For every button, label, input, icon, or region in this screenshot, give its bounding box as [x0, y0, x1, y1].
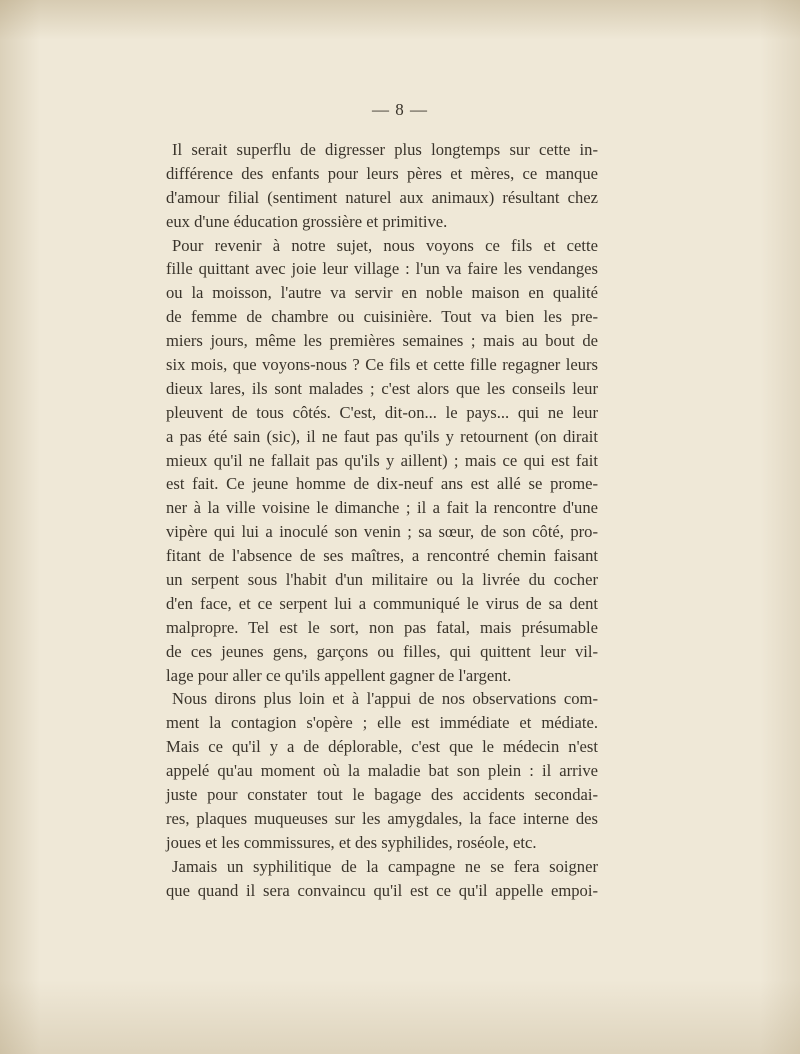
text-line: ner à la ville voisine le dimanche ; il a fait la rencontre d'une — [166, 498, 598, 518]
text-line: joues et les commissures, et des syphilides, roséole, etc. — [166, 832, 537, 852]
text-line: différence des enfants pour leurs pères et mères, ce manque — [166, 163, 598, 183]
text-line: Pour revenir à notre sujet, nous voyons ce fils et cette — [172, 235, 598, 255]
text-line: pleuvent de tous côtés. C'est, dit-on... le pays... qui ne leur — [166, 402, 598, 422]
text-line: appelé qu'au moment où la maladie bat son plein : il arrive — [166, 761, 598, 781]
page-number: — 8 — — [372, 100, 428, 119]
text-line: a pas été sain (sic), il ne faut pas qu'ils y retournent (on dirait — [166, 426, 598, 446]
text-line: est fait. Ce jeune homme de dix-neuf ans est allé se prome- — [166, 474, 598, 494]
text-line: malpropre. Tel est le sort, non pas fatal, mais présumable — [166, 617, 598, 637]
text-line: que quand il sera convaincu qu'il est ce qu'il appelle empoi- — [166, 880, 598, 900]
text-line: Il serait superflu de digresser plus longtemps sur cette in- — [172, 140, 598, 159]
text-line: ment la contagion s'opère ; elle est immédiate et médiate. — [166, 713, 598, 733]
text-line: lage pour aller ce qu'ils appellent gagner de l'argent. — [166, 665, 512, 685]
text-line: juste pour constater tout le bagage des accidents secondai- — [166, 785, 598, 805]
text-line: fille quittant avec joie leur village : l'un va faire les vendanges — [166, 259, 598, 279]
text-line: Jamais un syphilitique de la campagne ne se fera soigner — [172, 856, 598, 876]
text-line: un serpent sous l'habit d'un militaire ou la livrée du cocher — [166, 570, 598, 590]
text-line: dieux lares, ils sont malades ; c'est alors que les conseils leur — [166, 378, 598, 398]
text-line: miers jours, même les premières semaines ; mais au bout de — [166, 331, 598, 351]
text-line: ou la moisson, l'autre va servir en noble maison en qualité — [166, 283, 598, 303]
text-line: Mais ce qu'il y a de déplorable, c'est que le médecin n'est — [166, 737, 598, 757]
text-line: fitant de l'absence de ses maîtres, a rencontré chemin faisant — [166, 546, 598, 566]
text-line: res, plaques muqueuses sur les amygdales, la face interne des — [166, 808, 598, 828]
text-line: d'en face, et ce serpent lui a communiqué le virus de sa dent — [166, 593, 598, 613]
text-line: d'amour filial (sentiment naturel aux animaux) résultant chez — [166, 187, 598, 207]
text-line: vipère qui lui a inoculé son venin ; sa sœur, de son côté, pro- — [166, 522, 598, 542]
text-line: six mois, que voyons-nous ? Ce fils et cette fille regagner leurs — [166, 355, 598, 375]
text-line: Nous dirons plus loin et à l'appui de nos observations com- — [172, 689, 598, 709]
text-line: de femme de chambre ou cuisinière. Tout va bien les pre- — [166, 307, 598, 327]
body-text — [166, 138, 598, 903]
text-line: eux d'une éducation grossière et primitive. — [166, 211, 448, 231]
text-line: de ces jeunes gens, garçons ou filles, qui quittent leur vil- — [166, 641, 598, 661]
text-line: mieux qu'il ne fallait pas qu'ils y aillent) ; mais ce qui est fait — [166, 450, 598, 470]
